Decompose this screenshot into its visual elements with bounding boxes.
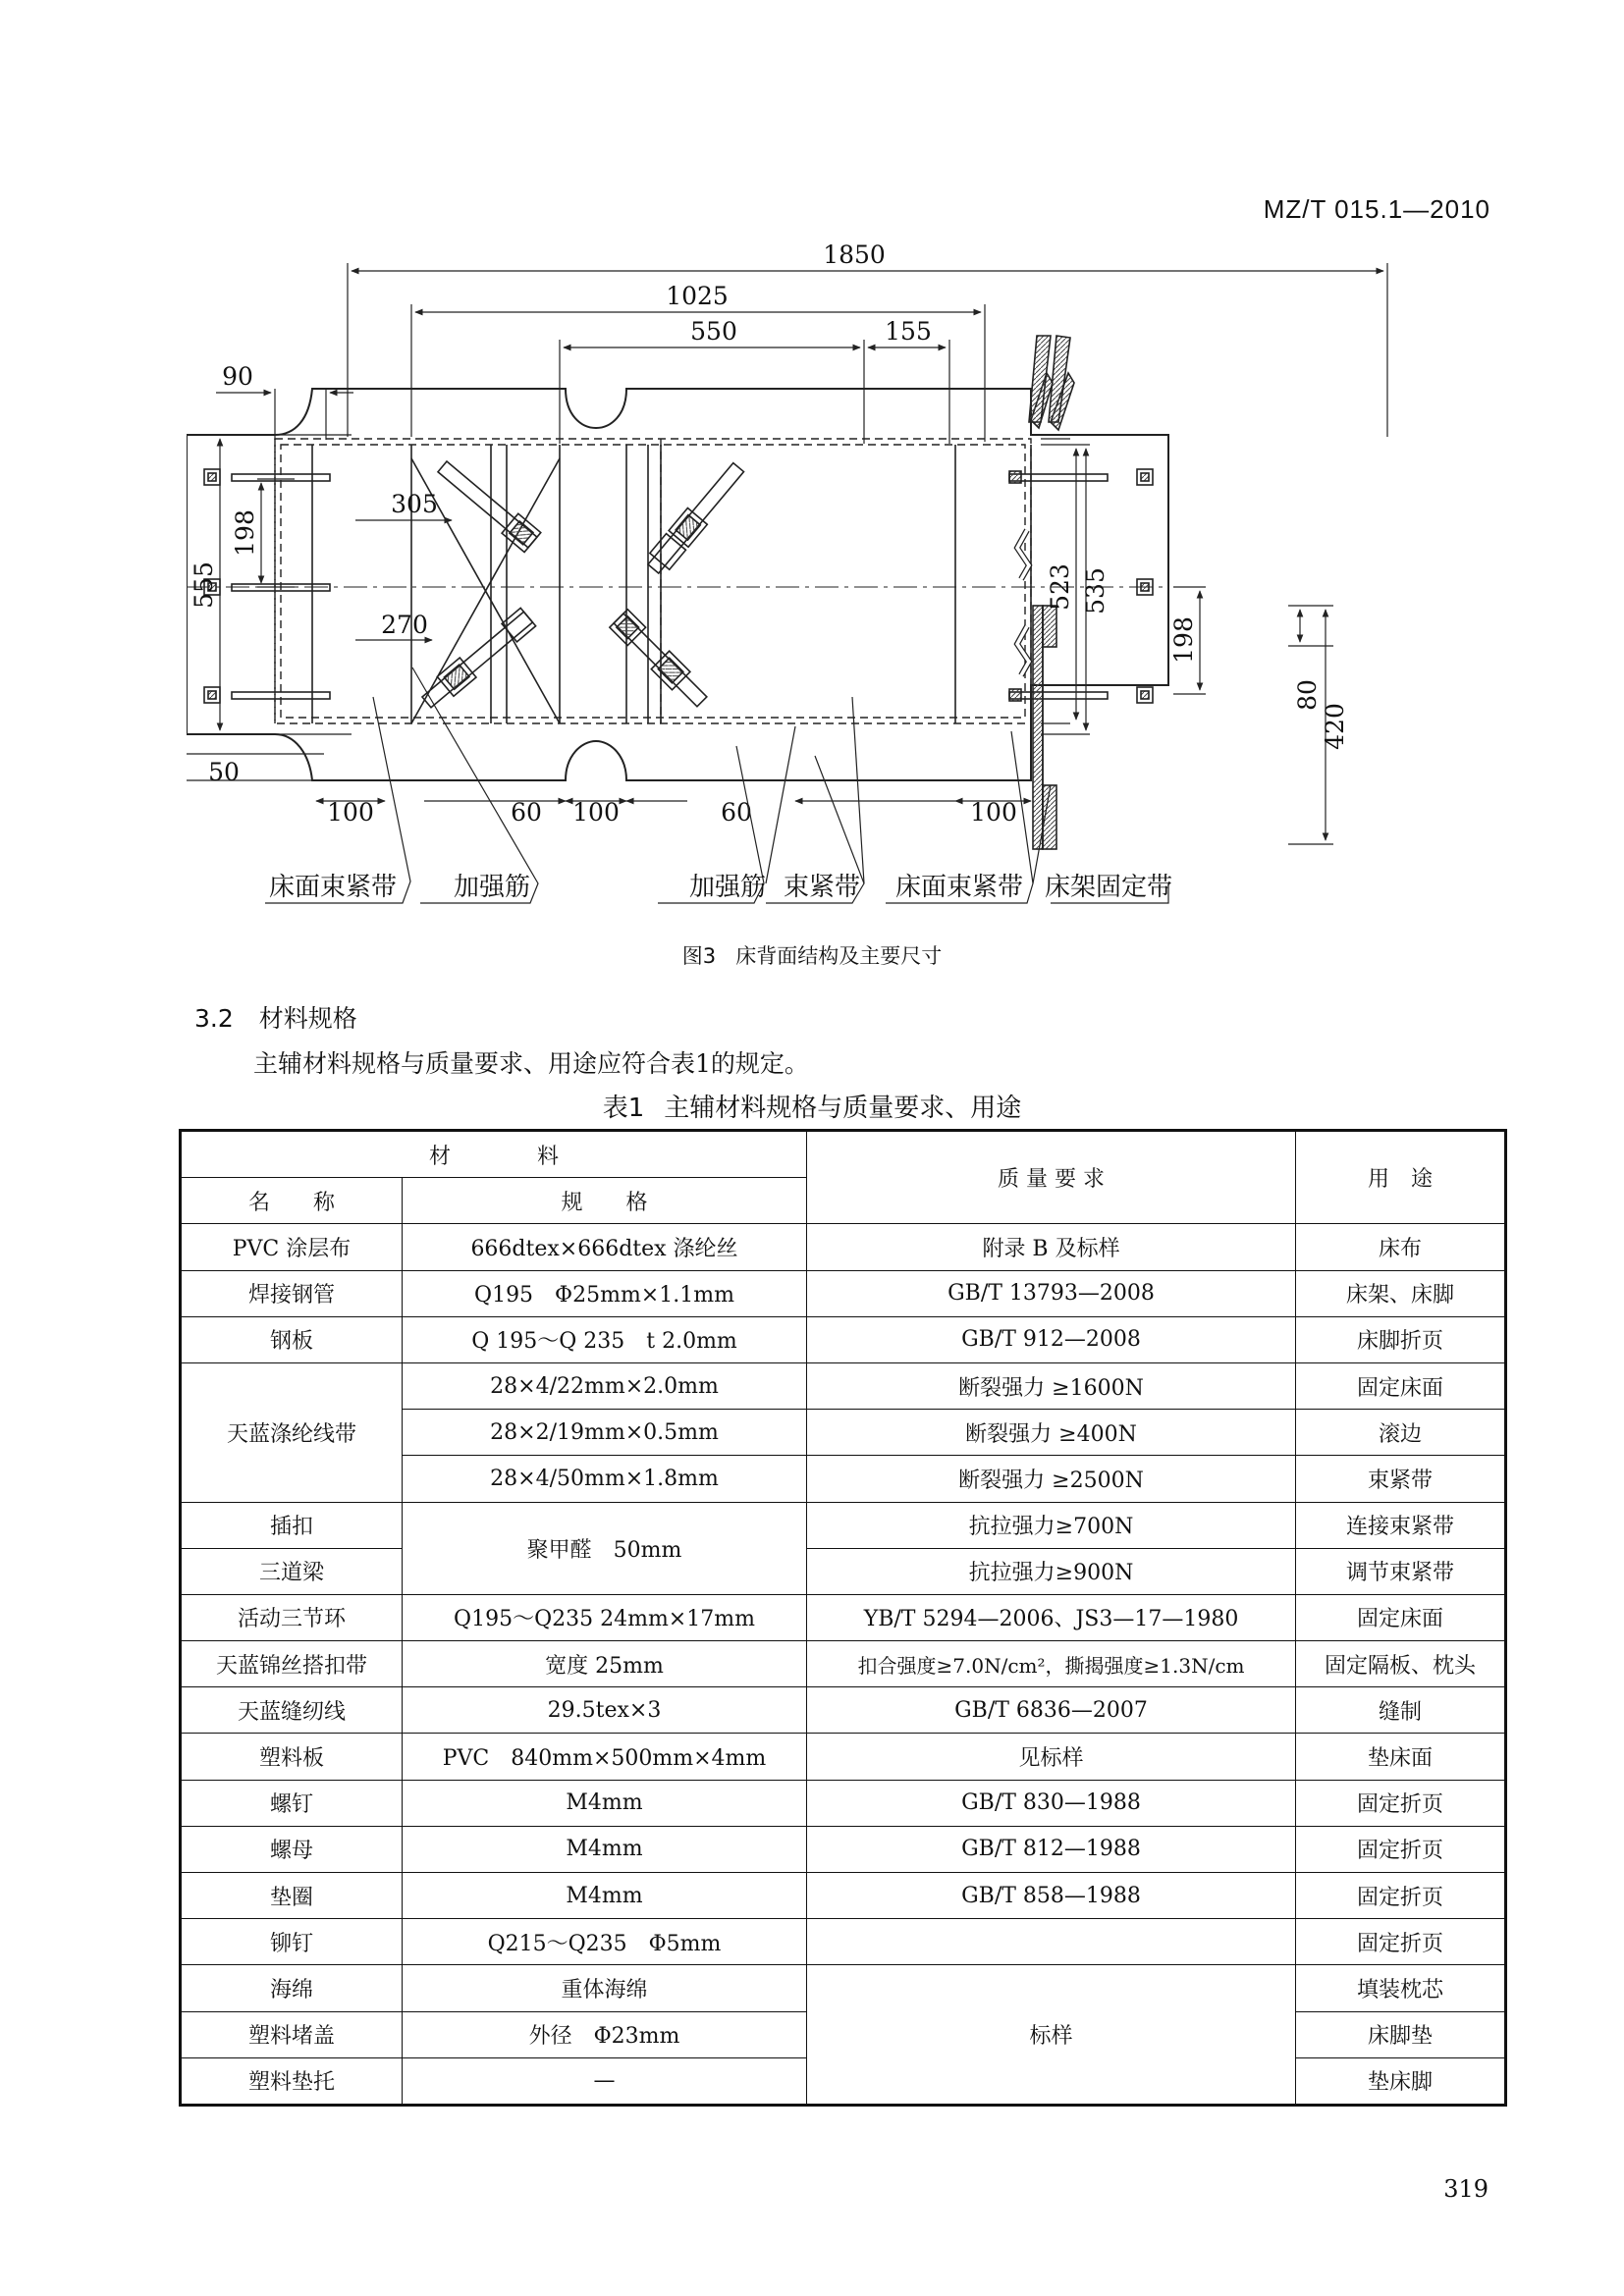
cell-quality: GB/T 858—1988 <box>807 1873 1296 1919</box>
cell-use: 连接束紧带 <box>1296 1502 1506 1548</box>
cell-name: 活动三节环 <box>181 1594 403 1640</box>
cell-name: 螺钉 <box>181 1780 403 1826</box>
table-row <box>181 1502 1506 1548</box>
table-row <box>181 1687 1506 1734</box>
section-heading <box>194 999 357 1035</box>
top-right-strap-ends <box>1029 336 1074 430</box>
buckle-strap-tl <box>434 456 541 552</box>
cell-name: 海绵 <box>181 1965 403 2011</box>
cell-name: 天蓝缝纫线 <box>181 1687 403 1734</box>
dim-1025: 1025 <box>666 282 729 310</box>
cell-spec: 29.5tex×3 <box>403 1687 807 1734</box>
section-title: 材料规格 <box>258 1004 357 1033</box>
table-row <box>181 1965 1506 2011</box>
dim-270: 270 <box>381 611 428 639</box>
figure-caption <box>0 940 1624 970</box>
cell-use: 床脚垫 <box>1296 2011 1506 2057</box>
inner-dashed-frame <box>275 439 1031 723</box>
cell-quality: 断裂强力 ≥2500N <box>807 1456 1296 1502</box>
cell-quality: 见标样 <box>807 1734 1296 1780</box>
cell-spec: Q 195～Q 235 t 2.0mm <box>403 1316 807 1362</box>
extension-lines <box>187 263 1387 844</box>
head-quality: 质 量 要 求 <box>807 1131 1296 1224</box>
cell-quality: 断裂强力 ≥400N <box>807 1410 1296 1456</box>
cell-use: 缝制 <box>1296 1687 1506 1734</box>
table-row <box>181 1270 1506 1316</box>
dim-60-b: 60 <box>721 798 752 827</box>
frame-fixing-strip <box>1033 606 1056 849</box>
dim-555: 555 <box>189 561 218 609</box>
cell-use: 床布 <box>1296 1224 1506 1270</box>
dim-90: 90 <box>222 362 253 391</box>
dim-60-a: 60 <box>511 798 542 827</box>
cell-name: 三道梁 <box>181 1548 403 1594</box>
head-spec: 规 格 <box>403 1178 807 1224</box>
cell-quality: 扣合强度≥7.0N/cm²，撕揭强度≥1.3N/cm <box>807 1641 1296 1687</box>
dimension-lines <box>216 271 1383 840</box>
cell-quality: GB/T 13793—2008 <box>807 1270 1296 1316</box>
cell-quality <box>807 1919 1296 1965</box>
bed-outline <box>187 389 1168 780</box>
dim-550: 550 <box>690 317 737 346</box>
table-row <box>181 1316 1506 1362</box>
cell-spec: 宽度 25mm <box>403 1641 807 1687</box>
section-number: 3.2 <box>194 1004 234 1033</box>
cell-use: 床架、床脚 <box>1296 1270 1506 1316</box>
head-use: 用 途 <box>1296 1131 1506 1224</box>
figure-number: 图3 <box>681 944 717 968</box>
table-row <box>181 1826 1506 1872</box>
cell-quality: GB/T 830—1988 <box>807 1780 1296 1826</box>
cell-quality: 标样 <box>807 1965 1296 2106</box>
cell-use: 固定床面 <box>1296 1362 1506 1409</box>
buckle-strap-bl <box>418 608 536 713</box>
cell-quality: GB/T 6836—2007 <box>807 1687 1296 1734</box>
cell-spec: 重体海绵 <box>403 1965 807 2011</box>
cell-quality: 断裂强力 ≥1600N <box>807 1362 1296 1409</box>
table-head-row-1 <box>181 1131 1506 1178</box>
cell-name: 塑料堵盖 <box>181 2011 403 2057</box>
buckle-strap-tr <box>643 459 748 577</box>
cell-spec: PVC 840mm×500mm×4mm <box>403 1734 807 1780</box>
dim-50: 50 <box>208 758 240 786</box>
dim-100-b: 100 <box>572 798 620 827</box>
table-row <box>181 1873 1506 1919</box>
table-row <box>181 1594 1506 1640</box>
cell-name: 天蓝锦丝搭扣带 <box>181 1641 403 1687</box>
cell-use: 滚边 <box>1296 1410 1506 1456</box>
cell-name: PVC 涂层布 <box>181 1224 403 1270</box>
table-row <box>181 1734 1506 1780</box>
cell-use: 填装枕芯 <box>1296 1965 1506 2011</box>
cell-spec: M4mm <box>403 1873 807 1919</box>
bed-back-structure-drawing <box>187 236 1502 923</box>
dim-155: 155 <box>885 317 932 346</box>
dim-535: 535 <box>1081 567 1110 614</box>
cell-use: 垫床脚 <box>1296 2057 1506 2105</box>
cell-name: 插扣 <box>181 1502 403 1548</box>
cell-spec: Q195～Q235 24mm×17mm <box>403 1594 807 1640</box>
head-material: 材 料 <box>181 1131 807 1178</box>
cell-use: 固定床面 <box>1296 1594 1506 1640</box>
cell-spec: 28×4/22mm×2.0mm <box>403 1362 807 1409</box>
cell-name: 塑料垫托 <box>181 2057 403 2105</box>
cell-spec: M4mm <box>403 1826 807 1872</box>
document-code: MZ/T 015.1—2010 <box>1263 194 1490 224</box>
cell-quality: 抗拉强力≥700N <box>807 1502 1296 1548</box>
table-title <box>0 1088 1624 1124</box>
table-row <box>181 1780 1506 1826</box>
cell-use: 调节束紧带 <box>1296 1548 1506 1594</box>
dim-523: 523 <box>1046 563 1074 611</box>
cell-use: 垫床面 <box>1296 1734 1506 1780</box>
cell-name: 螺母 <box>181 1826 403 1872</box>
label-frame-fixing-strap: 床架固定带 <box>1045 873 1173 902</box>
label-reinforcing-rib-left: 加强筋 <box>454 873 531 902</box>
table-row <box>181 1224 1506 1270</box>
cell-spec: M4mm <box>403 1780 807 1826</box>
materials-table <box>179 1129 1507 2107</box>
cell-use: 固定折页 <box>1296 1873 1506 1919</box>
cell-spec: — <box>403 2057 807 2105</box>
cell-spec: Q195 Φ25mm×1.1mm <box>403 1270 807 1316</box>
cell-spec: 28×4/50mm×1.8mm <box>403 1456 807 1502</box>
cell-name: 钢板 <box>181 1316 403 1362</box>
cell-spec: 聚甲醛 50mm <box>403 1502 807 1594</box>
cell-use: 固定折页 <box>1296 1919 1506 1965</box>
cell-name: 铆钉 <box>181 1919 403 1965</box>
head-name: 名 称 <box>181 1178 403 1224</box>
cell-use: 床脚折页 <box>1296 1316 1506 1362</box>
cell-use: 固定折页 <box>1296 1780 1506 1826</box>
table-row <box>181 1362 1506 1409</box>
cell-name: 塑料板 <box>181 1734 403 1780</box>
dimension-text <box>189 240 1349 827</box>
table-number: 表1 <box>602 1094 645 1123</box>
dim-100-c: 100 <box>970 798 1017 827</box>
cell-quality: 抗拉强力≥900N <box>807 1548 1296 1594</box>
cell-use: 固定隔板、枕头 <box>1296 1641 1506 1687</box>
dim-198-right: 198 <box>1169 616 1198 664</box>
page-number: 319 <box>1443 2175 1489 2203</box>
dim-80: 80 <box>1293 679 1322 711</box>
cell-name: 焊接钢管 <box>181 1270 403 1316</box>
cell-spec: Q215～Q235 Φ5mm <box>403 1919 807 1965</box>
cell-quality: GB/T 812—1988 <box>807 1826 1296 1872</box>
cell-spec: 28×2/19mm×0.5mm <box>403 1410 807 1456</box>
cell-quality: GB/T 912—2008 <box>807 1316 1296 1362</box>
dim-1850: 1850 <box>823 240 886 269</box>
section-paragraph: 主辅材料规格与质量要求、用途应符合表1的规定。 <box>253 1049 809 1078</box>
cell-quality: 附录 B 及标样 <box>807 1224 1296 1270</box>
label-reinforcing-rib-mid: 加强筋 <box>689 873 767 902</box>
label-tension-strap: 束紧带 <box>784 873 861 902</box>
frame-members <box>187 445 1168 723</box>
table-title-text: 主辅材料规格与质量要求、用途 <box>664 1094 1022 1123</box>
table-row <box>181 1548 1506 1594</box>
cell-use: 固定折页 <box>1296 1826 1506 1872</box>
cell-use: 束紧带 <box>1296 1456 1506 1502</box>
label-bed-surface-strap-right: 床面束紧带 <box>895 873 1024 902</box>
cell-spec: 666dtex×666dtex 涤纶丝 <box>403 1224 807 1270</box>
table-row <box>181 1641 1506 1687</box>
dim-420: 420 <box>1321 703 1349 750</box>
dim-100-a: 100 <box>327 798 374 827</box>
cell-name: 垫圈 <box>181 1873 403 1919</box>
dim-198-left: 198 <box>231 509 259 557</box>
table-row <box>181 1919 1506 1965</box>
cell-quality: YB/T 5294—2006、JS3—17—1980 <box>807 1594 1296 1640</box>
cell-name: 天蓝涤纶线带 <box>181 1362 403 1502</box>
left-straps <box>204 469 330 703</box>
dim-305: 305 <box>391 490 438 518</box>
figure-title: 床背面结构及主要尺寸 <box>735 944 943 968</box>
cell-spec: 外径 Φ23mm <box>403 2011 807 2057</box>
label-bed-surface-strap-left: 床面束紧带 <box>269 873 398 902</box>
